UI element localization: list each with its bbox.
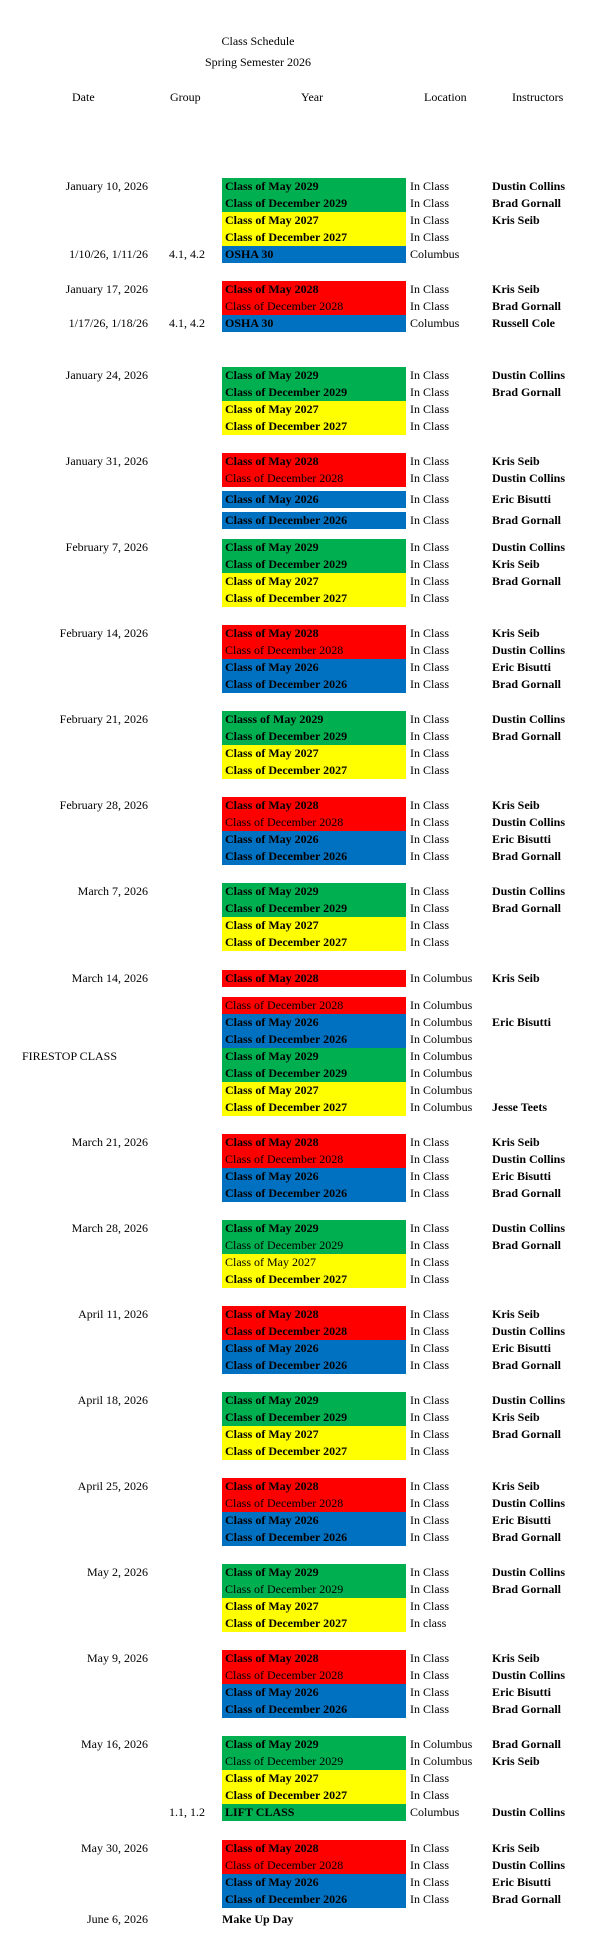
row-location: In Class	[410, 1341, 449, 1355]
row-instructor: Jesse Teets	[492, 1100, 547, 1114]
row-instructor: Russell Cole	[492, 316, 555, 330]
row-class: Class of May 2027	[222, 401, 406, 418]
row-class: Class of December 2028	[222, 1323, 406, 1340]
row-location: In Columbus	[410, 1100, 473, 1114]
row-location: In Class	[410, 1565, 449, 1579]
row-class: Class of May 2026	[222, 1874, 406, 1891]
row-class: Class of December 2027	[222, 1443, 406, 1460]
row-date: 1/17/26, 1/18/26	[68, 316, 148, 330]
row-instructor: Dustin Collins	[492, 643, 566, 657]
row-location: In Class	[410, 815, 449, 829]
row-instructor: Kris Seib	[492, 626, 540, 640]
row-class: Class of December 2028	[222, 298, 406, 315]
row-instructor: Dustin Collins	[492, 884, 566, 898]
row-instructor: Kris Seib	[492, 282, 540, 296]
row-instructor: Brad Gornall	[492, 1737, 562, 1751]
row-location: In Class	[410, 729, 449, 743]
row-instructor: Brad Gornall	[492, 1702, 562, 1716]
row-instructor: Brad Gornall	[492, 299, 562, 313]
row-class: Class of May 2027	[222, 917, 406, 934]
row-class: Class of May 2026	[222, 491, 406, 508]
row-class: Class of May 2027	[222, 1598, 406, 1615]
row-class: Class of May 2026	[222, 659, 406, 676]
row-class: Class of December 2028	[222, 814, 406, 831]
row-location: In Columbus	[410, 998, 473, 1012]
row-location: In Class	[410, 1427, 449, 1441]
row-instructor: Brad Gornall	[492, 1358, 562, 1372]
row-instructor: Brad Gornall	[492, 1582, 562, 1596]
row-instructor: Dustin Collins	[492, 1152, 566, 1166]
row-instructor: Dustin Collins	[492, 1805, 566, 1819]
page-subtitle: Spring Semester 2026	[205, 55, 311, 69]
row-class: Class of December 2028	[222, 1495, 406, 1512]
row-location: In Class	[410, 677, 449, 691]
row-location: In Class	[410, 1221, 449, 1235]
header-date: Date	[72, 90, 95, 104]
row-location: In Class	[410, 1788, 449, 1802]
row-location: In Class	[410, 471, 449, 485]
row-instructor: Kris Seib	[492, 454, 540, 468]
row-instructor: Dustin Collins	[492, 815, 566, 829]
row-instructor: Eric Bisutti	[492, 832, 551, 846]
row-location: In Class	[410, 1479, 449, 1493]
row-instructor: Kris Seib	[492, 971, 540, 985]
row-class: Class of May 2026	[222, 1512, 406, 1529]
row-location: In Class	[410, 591, 449, 605]
row-location: In Class	[410, 1358, 449, 1372]
row-class: OSHA 30	[222, 246, 406, 263]
row-instructor: Brad Gornall	[492, 677, 562, 691]
row-location: In Class	[410, 1272, 449, 1286]
row-instructor: Dustin Collins	[492, 1221, 566, 1235]
row-location: In Columbus	[410, 1066, 473, 1080]
row-class: Class of May 2026	[222, 831, 406, 848]
row-date: May 2, 2026	[87, 1565, 148, 1579]
row-class: Class of May 2026	[222, 1340, 406, 1357]
row-location: In Class	[410, 299, 449, 313]
row-class: Class of May 2028	[222, 970, 406, 987]
row-class: Class of May 2028	[222, 1478, 406, 1495]
row-date: April 25, 2026	[77, 1479, 148, 1493]
row-location: Columbus	[410, 316, 460, 330]
row-location: In Class	[410, 746, 449, 760]
row-group: 1.1, 1.2	[169, 1805, 205, 1819]
row-location: In Class	[410, 213, 449, 227]
row-location: Columbus	[410, 247, 460, 261]
row-location: In Class	[410, 832, 449, 846]
row-location: In Class	[410, 368, 449, 382]
row-instructor: Kris Seib	[492, 1754, 540, 1768]
row-class: Class of December 2028	[222, 1151, 406, 1168]
row-class: Class of May 2027	[222, 1426, 406, 1443]
row-location: In Class	[410, 196, 449, 210]
row-location: In Class	[410, 574, 449, 588]
row-date: February 21, 2026	[59, 712, 148, 726]
row-location: In Class	[410, 230, 449, 244]
row-class: Class of May 2029	[222, 1736, 406, 1753]
row-date: April 11, 2026	[78, 1307, 148, 1321]
row-class: Class of May 2028	[222, 797, 406, 814]
row-class: Class of December 2027	[222, 762, 406, 779]
row-class: Class of December 2029	[222, 1753, 406, 1770]
row-date: February 28, 2026	[59, 798, 148, 812]
row-class: Class of May 2026	[222, 1014, 406, 1031]
row-class: Classs of May 2029	[222, 711, 406, 728]
row-location: In Class	[410, 1324, 449, 1338]
row-location: In Class	[410, 1651, 449, 1665]
row-location: In Class	[410, 1582, 449, 1596]
row-location: In Class	[410, 419, 449, 433]
page-title: Class Schedule	[221, 34, 295, 48]
row-instructor: Brad Gornall	[492, 574, 562, 588]
row-location: In Class	[410, 1169, 449, 1183]
row-class: Class of December 2028	[222, 470, 406, 487]
row-instructor: Dustin Collins	[492, 1496, 566, 1510]
header-location: Location	[424, 90, 467, 104]
row-location: In Class	[410, 849, 449, 863]
row-location: In Class	[410, 918, 449, 932]
row-class: Class of May 2028	[222, 625, 406, 642]
row-class: Class of May 2029	[222, 1048, 406, 1065]
row-class: Class of May 2029	[222, 178, 406, 195]
row-instructor: Dustin Collins	[492, 368, 566, 382]
row-location: In Class	[410, 454, 449, 468]
row-class: Class of December 2026	[222, 1529, 406, 1546]
row-class: Class of December 2026	[222, 1357, 406, 1374]
row-class: Class of May 2028	[222, 1306, 406, 1323]
row-class: Class of May 2029	[222, 1392, 406, 1409]
row-class: Class of May 2027	[222, 1254, 406, 1271]
row-date: January 24, 2026	[65, 368, 148, 382]
row-class: Class of December 2027	[222, 1271, 406, 1288]
row-location: In Columbus	[410, 1049, 473, 1063]
row-class: Class of December 2026	[222, 1701, 406, 1718]
row-class: Class of May 2029	[222, 367, 406, 384]
row-class: Class of December 2029	[222, 728, 406, 745]
row-class: Class of December 2027	[222, 1615, 406, 1632]
row-class: OSHA 30	[222, 315, 406, 332]
row-instructor: Eric Bisutti	[492, 492, 551, 506]
row-location: In Class	[410, 712, 449, 726]
row-class: Class of May 2029	[222, 1220, 406, 1237]
row-date: 1/10/26, 1/11/26	[69, 247, 148, 261]
row-date: March 14, 2026	[71, 971, 148, 985]
header-group: Group	[170, 90, 201, 104]
row-location: In Class	[410, 1841, 449, 1855]
row-location: In Columbus	[410, 1083, 473, 1097]
row-instructor: Dustin Collins	[492, 712, 566, 726]
row-instructor: Brad Gornall	[492, 901, 562, 915]
row-instructor: Eric Bisutti	[492, 1015, 551, 1029]
row-class: Class of May 2027	[222, 573, 406, 590]
row-date: January 17, 2026	[65, 282, 148, 296]
row-instructor: Eric Bisutti	[492, 1341, 551, 1355]
row-location: In Class	[410, 1393, 449, 1407]
row-location: In Class	[410, 1513, 449, 1527]
row-class: Class of December 2029	[222, 1237, 406, 1254]
row-location: In Class	[410, 540, 449, 554]
row-class: Class of December 2026	[222, 1185, 406, 1202]
header-instructors: Instructors	[512, 90, 564, 104]
row-location: In Class	[410, 179, 449, 193]
row-location: In Class	[410, 1255, 449, 1269]
row-location: In Class	[410, 643, 449, 657]
row-location: In Class	[410, 1858, 449, 1872]
row-instructor: Kris Seib	[492, 1307, 540, 1321]
row-location: In Class	[410, 1599, 449, 1613]
row-class: Class of May 2026	[222, 1168, 406, 1185]
row-instructor: Brad Gornall	[492, 1530, 562, 1544]
row-class: Class of May 2027	[222, 1082, 406, 1099]
row-instructor: Kris Seib	[492, 1651, 540, 1665]
row-location: In Class	[410, 935, 449, 949]
row-class: Class of May 2028	[222, 1650, 406, 1667]
row-group: 4.1, 4.2	[169, 247, 205, 261]
row-instructor: Dustin Collins	[492, 540, 566, 554]
row-instructor: Eric Bisutti	[492, 660, 551, 674]
row-class: Class of May 2028	[222, 453, 406, 470]
row-location: In Class	[410, 1152, 449, 1166]
row-class: Class of December 2027	[222, 229, 406, 246]
row-location: Columbus	[410, 1805, 460, 1819]
row-class: Class of May 2029	[222, 539, 406, 556]
row-instructor: Dustin Collins	[492, 1393, 566, 1407]
row-class: Class of December 2026	[222, 676, 406, 693]
row-instructor: Brad Gornall	[492, 385, 562, 399]
row-location: In Class	[410, 557, 449, 571]
row-class: Class of May 2029	[222, 1564, 406, 1581]
row-class: Class of May 2028	[222, 1840, 406, 1857]
row-group: 4.1, 4.2	[169, 316, 205, 330]
row-note: FIRESTOP CLASS	[22, 1049, 118, 1063]
row-date: February 7, 2026	[65, 540, 148, 554]
row-instructor: Eric Bisutti	[492, 1685, 551, 1699]
row-class: Class of December 2027	[222, 590, 406, 607]
row-instructor: Dustin Collins	[492, 1668, 566, 1682]
row-location: In Class	[410, 1685, 449, 1699]
row-class: Class of December 2026	[222, 512, 406, 529]
header-year: Year	[301, 90, 324, 104]
row-class: Class of December 2029	[222, 556, 406, 573]
row-location: In Class	[410, 1186, 449, 1200]
row-location: In Columbus	[410, 971, 473, 985]
makeup-label: Make Up Day	[222, 1912, 294, 1926]
row-class: Class of December 2027	[222, 934, 406, 951]
row-location: In Class	[410, 763, 449, 777]
row-instructor: Dustin Collins	[492, 1324, 566, 1338]
row-instructor: Dustin Collins	[492, 179, 566, 193]
row-location: In Class	[410, 1410, 449, 1424]
row-date: April 18, 2026	[77, 1393, 148, 1407]
row-location: In Columbus	[410, 1032, 473, 1046]
row-location: In Class	[410, 1238, 449, 1252]
row-date: March 21, 2026	[71, 1135, 148, 1149]
row-class: Class of May 2027	[222, 212, 406, 229]
row-date: March 28, 2026	[71, 1221, 148, 1235]
row-instructor: Brad Gornall	[492, 1238, 562, 1252]
row-class: Class of May 2027	[222, 1770, 406, 1787]
row-class: Class of December 2027	[222, 1787, 406, 1804]
row-location: In Class	[410, 1875, 449, 1889]
row-class: Class of December 2027	[222, 418, 406, 435]
row-location: In Class	[410, 1530, 449, 1544]
row-class: Class of December 2028	[222, 642, 406, 659]
row-class: Class of December 2026	[222, 1031, 406, 1048]
row-location: In Class	[410, 798, 449, 812]
row-location: In Columbus	[410, 1754, 473, 1768]
row-class: Class of December 2026	[222, 848, 406, 865]
row-instructor: Kris Seib	[492, 798, 540, 812]
row-instructor: Kris Seib	[492, 557, 540, 571]
row-class: Class of May 2028	[222, 1134, 406, 1151]
row-class: Class of December 2029	[222, 1581, 406, 1598]
makeup-date: June 6, 2026	[87, 1912, 148, 1926]
row-instructor: Kris Seib	[492, 1410, 540, 1424]
row-class: Class of December 2028	[222, 1667, 406, 1684]
row-class: Class of December 2029	[222, 1409, 406, 1426]
row-instructor: Eric Bisutti	[492, 1875, 551, 1889]
row-location: In Class	[410, 1135, 449, 1149]
row-location: In Class	[410, 402, 449, 416]
row-instructor: Brad Gornall	[492, 1186, 562, 1200]
row-location: In Class	[410, 901, 449, 915]
row-class: Class of December 2029	[222, 384, 406, 401]
row-location: In Class	[410, 492, 449, 506]
row-instructor: Brad Gornall	[492, 1427, 562, 1441]
row-location: In Class	[410, 1444, 449, 1458]
row-instructor: Brad Gornall	[492, 1892, 562, 1906]
row-instructor: Brad Gornall	[492, 513, 562, 527]
row-location: In Class	[410, 282, 449, 296]
row-date: January 10, 2026	[65, 179, 148, 193]
row-location: In Class	[410, 513, 449, 527]
row-class: Class of May 2028	[222, 281, 406, 298]
row-location: In class	[410, 1616, 447, 1630]
row-class: Class of December 2026	[222, 1891, 406, 1908]
row-location: In Class	[410, 660, 449, 674]
row-location: In Class	[410, 1702, 449, 1716]
row-instructor: Dustin Collins	[492, 1565, 566, 1579]
row-class: LIFT CLASS	[222, 1804, 406, 1821]
row-class: Class of December 2029	[222, 195, 406, 212]
row-date: January 31, 2026	[65, 454, 148, 468]
row-class: Class of May 2026	[222, 1684, 406, 1701]
row-location: In Class	[410, 626, 449, 640]
row-class: Class of December 2028	[222, 997, 406, 1014]
row-instructor: Brad Gornall	[492, 196, 562, 210]
row-class: Class of December 2027	[222, 1099, 406, 1116]
row-class: Class of December 2029	[222, 900, 406, 917]
row-date: February 14, 2026	[59, 626, 148, 640]
row-class: Class of May 2029	[222, 883, 406, 900]
row-instructor: Kris Seib	[492, 213, 540, 227]
row-location: In Class	[410, 1307, 449, 1321]
row-date: March 7, 2026	[77, 884, 148, 898]
row-instructor: Dustin Collins	[492, 1858, 566, 1872]
row-location: In Class	[410, 385, 449, 399]
row-instructor: Kris Seib	[492, 1479, 540, 1493]
row-location: In Class	[410, 1892, 449, 1906]
row-instructor: Brad Gornall	[492, 849, 562, 863]
row-location: In Class	[410, 884, 449, 898]
row-instructor: Dustin Collins	[492, 471, 566, 485]
row-class: Class of December 2029	[222, 1065, 406, 1082]
row-instructor: Eric Bisutti	[492, 1169, 551, 1183]
row-class: Class of May 2027	[222, 745, 406, 762]
row-instructor: Kris Seib	[492, 1135, 540, 1149]
row-instructor: Kris Seib	[492, 1841, 540, 1855]
row-location: In Class	[410, 1496, 449, 1510]
row-date: May 30, 2026	[81, 1841, 148, 1855]
row-location: In Class	[410, 1771, 449, 1785]
row-location: In Columbus	[410, 1737, 473, 1751]
row-location: In Class	[410, 1668, 449, 1682]
row-instructor: Brad Gornall	[492, 729, 562, 743]
row-date: May 16, 2026	[81, 1737, 148, 1751]
row-instructor: Eric Bisutti	[492, 1513, 551, 1527]
row-class: Class of December 2028	[222, 1857, 406, 1874]
row-date: May 9, 2026	[87, 1651, 148, 1665]
row-location: In Columbus	[410, 1015, 473, 1029]
